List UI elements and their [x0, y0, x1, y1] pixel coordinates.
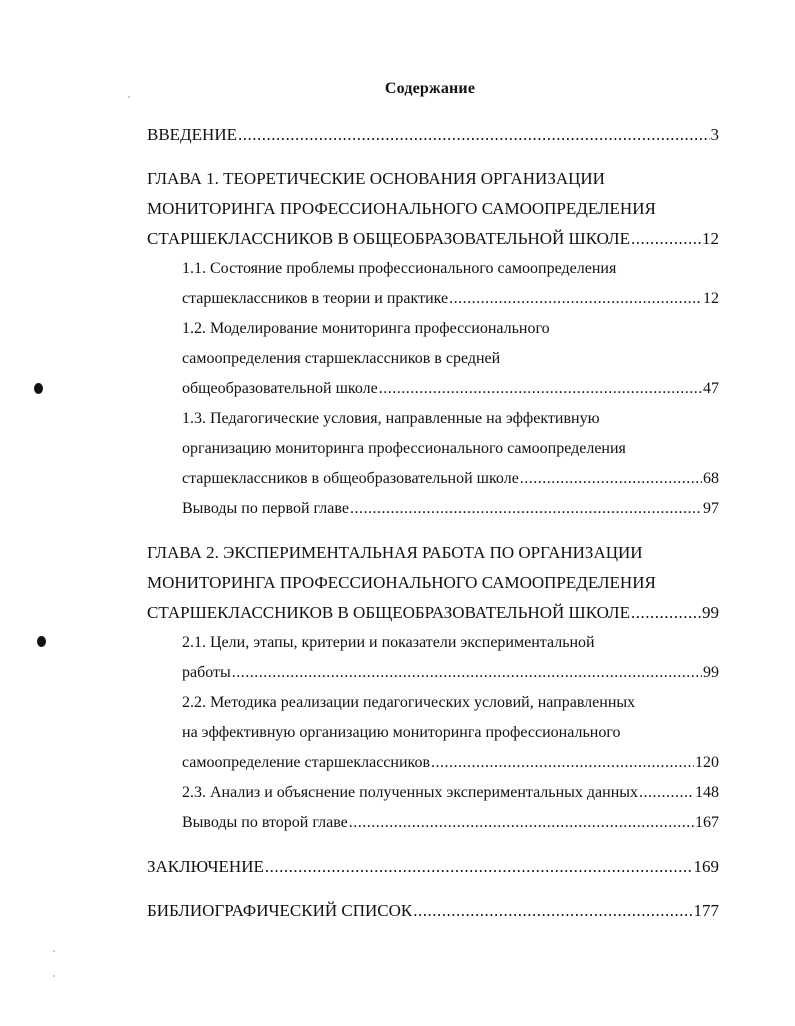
dot-leader: [431, 748, 694, 778]
toc-entry-text: 2.3. Анализ и объяснение полученных экспериментальных данных: [182, 784, 639, 801]
toc-section-entry[interactable]: [182, 688, 719, 778]
toc-entry-text: старшеклассников в общеобразовательной школе: [182, 470, 519, 487]
toc-page-number: 68: [703, 470, 719, 487]
toc-entry-text: Выводы по второй главе: [182, 814, 348, 831]
scan-speck: [53, 975, 55, 977]
dot-leader: [639, 778, 694, 808]
toc-entry-text: самоопределение старшеклассников: [182, 754, 431, 771]
toc-entry-text: 2.1. Цели, этапы, критерии и показатели экспериментальной: [182, 634, 595, 651]
table-of-contents: [147, 120, 719, 926]
toc-entry-text: 1.2. Моделирование мониторинга профессионального: [182, 320, 550, 337]
dot-leader: [232, 658, 702, 688]
scan-mark-top: [34, 383, 43, 394]
toc-entry-text: старшеклассников в теории и практике: [182, 290, 449, 307]
toc-chapter-entry[interactable]: [147, 896, 719, 926]
toc-page-number: 167: [695, 814, 719, 831]
toc-chapter-entry[interactable]: [147, 852, 719, 882]
dot-leader: [413, 896, 692, 926]
toc-section-entry[interactable]: [182, 778, 719, 808]
dot-leader: [350, 494, 702, 524]
toc-entry-text: ВВЕДЕНИЕ: [147, 125, 237, 144]
dot-leader: [631, 224, 701, 254]
toc-entry-text: ГЛАВА 1. ТЕОРЕТИЧЕСКИЕ ОСНОВАНИЯ ОРГАНИЗАЦИИ: [147, 169, 605, 188]
toc-page-number: 99: [703, 664, 719, 681]
dot-leader: [379, 374, 702, 404]
toc-entry-text: 1.1. Состояние проблемы профессионального самоопределения: [182, 260, 617, 277]
toc-page-number: 177: [693, 901, 719, 920]
toc-entry-text: СТАРШЕКЛАССНИКОВ В ОБЩЕОБРАЗОВАТЕЛЬНОЙ ШКОЛЕ: [147, 603, 630, 622]
dot-leader: [265, 852, 693, 882]
scan-mark-bottom: [37, 636, 46, 647]
toc-section-entry[interactable]: [182, 494, 719, 524]
toc-entry-text: общеобразовательной школе: [182, 380, 378, 397]
toc-entry-text: ГЛАВА 2. ЭКСПЕРИМЕНТАЛЬНАЯ РАБОТА ПО ОРГАНИЗАЦИИ: [147, 543, 643, 562]
dot-leader: [449, 284, 702, 314]
toc-entry-text: самоопределения старшеклассников в средней: [182, 350, 501, 367]
toc-page-number: 3: [710, 125, 719, 144]
chapter-spacer: [147, 524, 719, 538]
toc-section-entry[interactable]: [182, 404, 719, 494]
toc-entry-text: БИБЛИОГРАФИЧЕСКИЙ СПИСОК: [147, 901, 413, 920]
toc-page-number: 12: [703, 290, 719, 307]
dot-leader: [238, 120, 710, 150]
toc-page-number: 120: [695, 754, 719, 771]
toc-entry-text: СТАРШЕКЛАССНИКОВ В ОБЩЕОБРАЗОВАТЕЛЬНОЙ ШКОЛЕ: [147, 229, 630, 248]
toc-entry-text: ЗАКЛЮЧЕНИЕ: [147, 857, 264, 876]
toc-entry-text: 1.3. Педагогические условия, направленные на эффективную: [182, 410, 600, 427]
toc-page-number: 47: [703, 380, 719, 397]
toc-entry-text: МОНИТОРИНГА ПРОФЕССИОНАЛЬНОГО САМООПРЕДЕЛЕНИЯ: [147, 199, 656, 218]
page-title: Содержание: [384, 80, 476, 97]
toc-chapter-entry[interactable]: [147, 538, 719, 628]
toc-entry-text: работы: [182, 664, 231, 681]
toc-entry-text: 2.2. Методика реализации педагогических условий, направленных: [182, 694, 636, 711]
scan-speck: [53, 950, 55, 952]
chapter-spacer: [147, 838, 719, 852]
dot-leader: [520, 464, 702, 494]
toc-section-entry[interactable]: [182, 314, 719, 404]
toc-page-number: 148: [695, 784, 719, 801]
toc-section-entry[interactable]: [182, 808, 719, 838]
toc-chapter-entry[interactable]: [147, 120, 719, 150]
toc-section-entry[interactable]: [182, 254, 719, 314]
toc-page-number: 169: [693, 857, 719, 876]
toc-page-number: 12: [702, 229, 719, 248]
toc-page-number: 99: [702, 603, 719, 622]
toc-entry-text: МОНИТОРИНГА ПРОФЕССИОНАЛЬНОГО САМООПРЕДЕЛЕНИЯ: [147, 573, 656, 592]
dot-leader: [349, 808, 694, 838]
chapter-spacer: [147, 882, 719, 896]
scan-speck: [128, 96, 130, 98]
toc-page-number: 97: [703, 500, 719, 517]
toc-section-entry[interactable]: [182, 628, 719, 688]
chapter-spacer: [147, 150, 719, 164]
toc-chapter-entry[interactable]: [147, 164, 719, 254]
toc-entry-text: Выводы по первой главе: [182, 500, 349, 517]
dot-leader: [631, 598, 701, 628]
toc-entry-text: на эффективную организацию мониторинга профессионального: [182, 724, 621, 741]
toc-entry-text: организацию мониторинга профессионального самоопределения: [182, 440, 626, 457]
